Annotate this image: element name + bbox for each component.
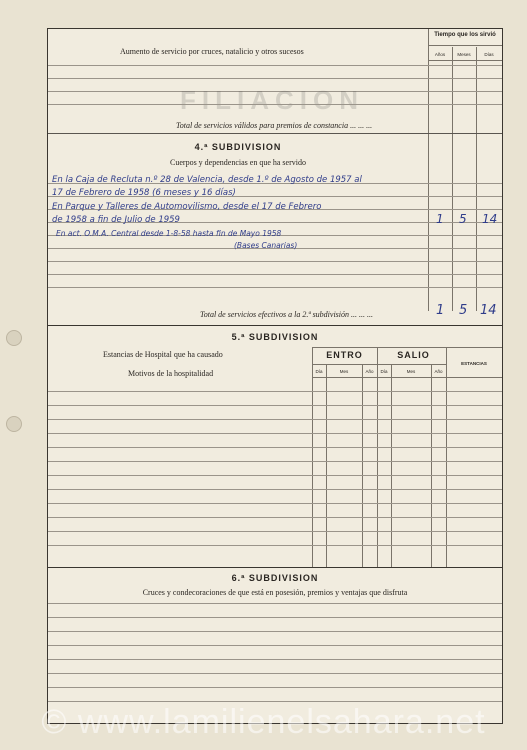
salio-mes-label: Mes	[406, 369, 416, 374]
site-watermark: © www.lamilienelsahara.net	[41, 703, 486, 741]
salio-header: SALIO	[397, 350, 430, 360]
handwriting-line-2: 17 de Febrero de 1958 (6 meses y 16 días)	[52, 188, 236, 198]
total-meses: 5	[459, 303, 468, 318]
entro-dia-label: Día	[315, 369, 323, 374]
motivos-label: Motivos de la hospitalidad	[128, 369, 214, 378]
binder-holes	[6, 330, 22, 432]
handwriting-line-4: de 1958 a fin de Julio de 1959	[52, 215, 180, 225]
estancias-label: Estancias de Hospital que ha causado	[103, 350, 223, 359]
filiacion-watermark: FILIACION	[180, 85, 364, 115]
section6-subtitle: Cruces y condecoraciones de que está en posesión, premios y ventajas que disfruta	[142, 588, 408, 597]
hw-meses: 5	[459, 212, 467, 226]
section5-title: 5.ª SUBDIVISION	[231, 332, 319, 342]
handwriting-line-5: En act. O.M.A. Central desde 1-8-58 hasta fin de Mayo 1958	[56, 229, 282, 238]
col-meses-label: Meses	[457, 52, 471, 57]
handwriting-line-6: (Bases Canarias)	[234, 241, 298, 250]
aumento-label: Aumento de servicio por cruces, natalicio y otros sucesos	[120, 47, 304, 56]
total-anos: 1	[436, 303, 445, 318]
estancias-col-header: ESTANCIAS	[461, 361, 487, 366]
record-sheet	[47, 28, 503, 724]
col-divider-main	[428, 29, 429, 311]
entro-header: ENTRO	[326, 350, 363, 360]
total-constancia: Total de servicios válidos para premios de constancia ... ... ...	[176, 121, 373, 130]
entro-mes-label: Mes	[339, 369, 349, 374]
salio-dia-label: Día	[380, 369, 388, 374]
section6-title: 6.ª SUBDIVISION	[231, 573, 319, 583]
hw-anos: 1	[436, 212, 444, 226]
salio-ano-label: Año	[434, 369, 443, 374]
total-dias: 14	[480, 303, 497, 318]
col-anos-label: Años	[434, 52, 446, 57]
tiempo-header: Tiempo que los sirvió	[434, 32, 496, 38]
col-divider-anos	[452, 47, 453, 311]
col-dias-label: Días	[484, 52, 494, 57]
handwriting-line-3: En Parque y Talleres de Automovilismo, desde el 17 de Febrero	[52, 202, 322, 212]
hw-dias: 14	[482, 212, 498, 226]
handwriting-line-1: En la Caja de Recluta n.º 28 de Valencia, desde 1.º de Agosto de 1957 al	[52, 175, 362, 185]
section4-title: 4.ª SUBDIVISION	[194, 142, 282, 152]
entro-ano-label: Año	[365, 369, 374, 374]
section4-subtitle: Cuerpos y dependencias en que ha servido	[170, 158, 306, 167]
section4-total: Total de servicios efectivos a la 2.ª subdivisión ... ... ...	[200, 310, 374, 319]
col-divider-meses	[476, 47, 477, 311]
